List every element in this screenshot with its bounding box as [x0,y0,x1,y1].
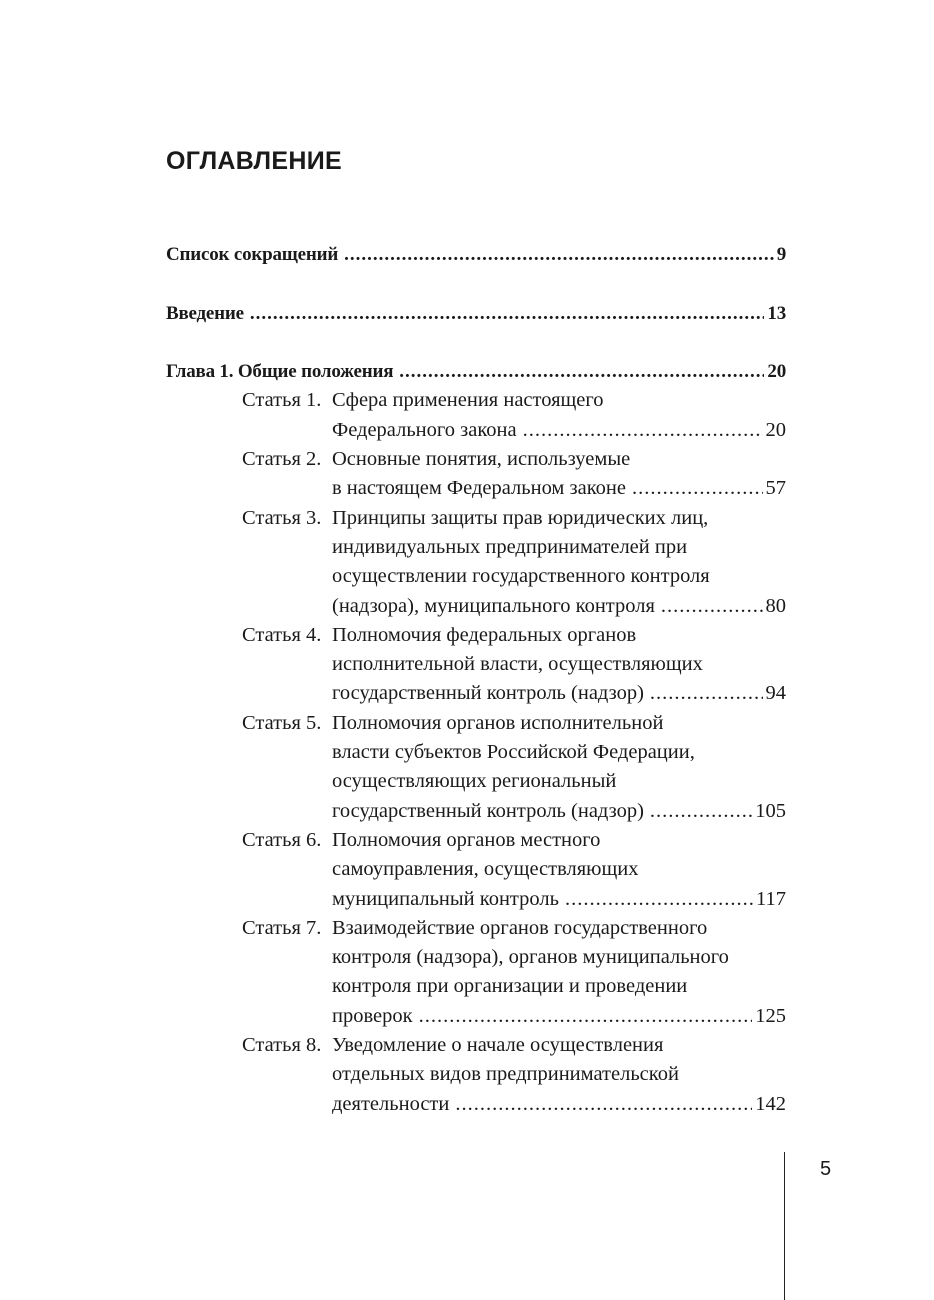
toc-entry-chapter-1[interactable] [166,357,786,386]
entry-spacer [166,328,786,357]
article-title-line: в настоящем Федеральном законе [332,477,626,500]
toc-page-number: 105 [755,799,786,822]
article-line [166,533,786,562]
article-number: Статья 6. [242,828,322,851]
article-line [166,445,786,474]
article-line [166,914,786,943]
toc-page-number: 117 [756,887,786,910]
article-line [166,885,786,914]
article-line [166,826,786,855]
article-title-line: отдельных видов предпринимательской [332,1063,679,1086]
dot-leader [344,240,774,269]
toc-page-number: 20 [765,418,786,441]
article-line [166,679,786,708]
article-title-line: Полномочия органов исполнительной [332,711,664,734]
table-of-contents [166,240,786,1119]
toc-entry-label: Введение [166,302,244,324]
article-number: Статья 1. [242,389,322,412]
article-title-line: деятельности [332,1092,450,1115]
article-line [166,592,786,621]
toc-article-6[interactable] [166,826,786,914]
toc-article-2[interactable] [166,445,786,504]
article-title-line: самоуправления, осуществляющих [332,858,639,881]
toc-page-number: 13 [767,302,786,324]
article-line [166,650,786,679]
toc-article-1[interactable] [166,386,786,445]
article-number: Статья 4. [242,623,322,646]
dot-leader [250,299,765,328]
article-title-line: контроля (надзора), органов муниципального [332,946,729,969]
article-title-line: Взаимодействие органов государственного [332,916,708,939]
dot-leader [661,592,763,621]
article-title-line: проверок [332,1004,413,1027]
article-title-line: индивидуальных предпринимателей при [332,535,688,558]
article-line [166,386,786,415]
toc-article-4[interactable] [166,621,786,709]
article-title-line: Полномочия органов местного [332,828,601,851]
article-title-line: осуществляющих региональный [332,770,617,793]
article-line [166,797,786,826]
article-line [166,709,786,738]
article-line [166,1090,786,1119]
dot-leader [565,885,753,914]
article-title-line: Сфера применения настоящего [332,389,604,412]
article-line [166,504,786,533]
toc-entry-introduction[interactable] [166,299,786,328]
article-line [166,1060,786,1089]
article-line [166,1002,786,1031]
dot-leader [419,1002,753,1031]
article-line [166,767,786,796]
toc-page-number: 125 [755,1004,786,1027]
toc-page-number: 9 [776,244,786,265]
toc-article-7[interactable] [166,914,786,1031]
dot-leader [650,797,752,826]
article-title-line: осуществлении государственного контроля [332,565,710,588]
folio-divider [784,1152,785,1300]
toc-entry-abbreviations[interactable] [166,240,786,269]
article-title-line: муниципальный контроль [332,887,559,910]
article-title-line: исполнительной власти, осуществляющих [332,653,703,676]
article-number: Статья 2. [242,448,322,471]
article-title-line: Принципы защиты прав юридических лиц, [332,506,709,529]
article-line [166,474,786,503]
toc-article-8[interactable] [166,1031,786,1119]
article-title-line: государственный контроль (надзор) [332,799,644,822]
article-line [166,562,786,591]
toc-entry-label: Список сокращений [166,244,339,265]
dot-leader [523,416,763,445]
article-title-line: Уведомление о начале осуществления [332,1034,664,1057]
article-title-line: государственный контроль (надзор) [332,682,644,705]
article-title-line: (надзора), муниципального контроля [332,594,655,617]
article-number: Статья 7. [242,916,322,939]
article-line [166,972,786,1001]
toc-article-3[interactable] [166,504,786,621]
article-number: Статья 5. [242,711,322,734]
article-title-line: Полномочия федеральных органов [332,623,637,646]
article-line [166,855,786,884]
article-line [166,1031,786,1060]
toc-entry-label: Глава 1. Общие положения [166,361,394,383]
dot-leader [399,357,764,386]
dot-leader [632,474,763,503]
toc-page-number: 57 [765,477,786,500]
entry-spacer [166,269,786,298]
article-title-line: контроля при организации и проведении [332,975,688,998]
article-line [166,943,786,972]
article-title-line: Основные понятия, используемые [332,448,631,471]
toc-page-number: 142 [755,1092,786,1115]
article-line [166,738,786,767]
page-number: 5 [820,1158,832,1180]
article-number: Статья 3. [242,506,322,529]
toc-article-5[interactable] [166,709,786,826]
toc-page-number: 80 [765,594,786,617]
article-title-line: власти субъектов Российской Федерации, [332,741,695,764]
article-line [166,621,786,650]
toc-page-number: 94 [765,682,786,705]
article-title-line: Федерального закона [332,418,517,441]
article-number: Статья 8. [242,1034,322,1057]
dot-leader [455,1090,752,1119]
toc-page-number: 20 [767,361,786,383]
page-title: ОГЛАВЛЕНИЕ [166,147,342,175]
article-line [166,416,786,445]
dot-leader [650,679,763,708]
